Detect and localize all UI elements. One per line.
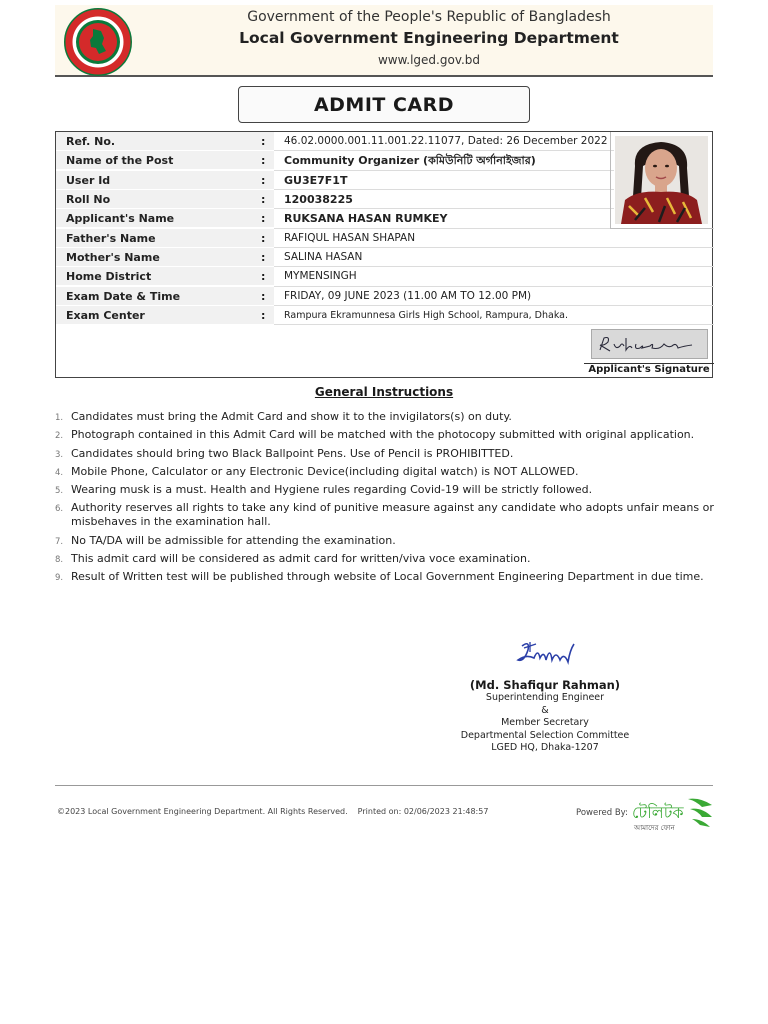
row-divider bbox=[274, 305, 714, 306]
instruction-text: Candidates must bring the Admit Card and show it to the invigilators(s) on duty. bbox=[71, 410, 512, 423]
field-applicant-name bbox=[56, 209, 610, 228]
website-link[interactable]: www.lged.gov.bd bbox=[377, 53, 481, 67]
row-divider bbox=[274, 150, 614, 151]
applicant-photo bbox=[615, 136, 708, 224]
field-colon: : bbox=[261, 270, 266, 283]
government-name: Government of the People's Republic of Bangladesh bbox=[247, 9, 611, 25]
field-label: Applicant's Name bbox=[56, 209, 274, 227]
field-exam-center bbox=[56, 306, 610, 325]
field-mother-name bbox=[56, 248, 610, 267]
instruction-item bbox=[55, 483, 715, 497]
field-value: GU3E7F1T bbox=[284, 174, 348, 187]
field-value: 120038225 bbox=[284, 193, 353, 206]
field-colon: : bbox=[261, 212, 266, 225]
signatory-address: LGED HQ, Dhaka-1207 bbox=[491, 742, 599, 754]
instruction-number: 2. bbox=[55, 431, 64, 442]
field-colon: : bbox=[261, 290, 266, 303]
field-home-district bbox=[56, 267, 610, 286]
instruction-text: Authority reserves all rights to take any kind of punitive measure against any candidate who adopts unfair means or misbehaves in the examination hall. bbox=[71, 501, 714, 529]
instruction-item bbox=[55, 465, 715, 479]
field-value: FRIDAY, 09 JUNE 2023 (11.00 AM TO 12.00 PM) bbox=[284, 290, 532, 302]
field-label: Roll No bbox=[56, 190, 274, 208]
instruction-text: Result of Written test will be published through website of Local Government Engineering Department in due time. bbox=[71, 570, 704, 584]
instruction-text: Candidates should bring two Black Ballpoint Pens. Use of Pencil is PROHIBITTED. bbox=[71, 446, 514, 460]
field-exam-datetime bbox=[56, 287, 610, 306]
row-divider bbox=[274, 286, 714, 287]
field-roll-no bbox=[56, 190, 610, 209]
authorized-signatory bbox=[450, 636, 640, 755]
field-user-id bbox=[56, 171, 610, 190]
row-divider bbox=[274, 266, 714, 267]
field-label: Exam Center bbox=[56, 306, 274, 324]
instruction-item bbox=[55, 447, 715, 461]
field-post-name bbox=[56, 151, 610, 170]
instruction-number: 6. bbox=[55, 504, 64, 515]
instruction-number: 7. bbox=[55, 536, 64, 547]
row-divider bbox=[274, 247, 714, 248]
instruction-item bbox=[55, 570, 715, 584]
field-father-name bbox=[56, 229, 610, 248]
instruction-item bbox=[55, 410, 715, 424]
field-colon: : bbox=[261, 135, 266, 148]
field-label: Home District bbox=[56, 267, 274, 285]
instruction-item bbox=[55, 552, 715, 566]
department-name: Local Government Engineering Department bbox=[239, 29, 619, 47]
field-label: Exam Date & Time bbox=[56, 287, 274, 305]
applicant-info-table bbox=[55, 131, 713, 378]
instruction-item bbox=[55, 428, 715, 442]
row-divider bbox=[274, 170, 614, 171]
field-colon: : bbox=[261, 174, 266, 187]
applicant-signature-image bbox=[591, 329, 708, 359]
signatory-designation: Superintending Engineer bbox=[485, 692, 605, 703]
field-colon: : bbox=[261, 309, 266, 322]
instruction-number: 5. bbox=[55, 486, 64, 497]
powered-by-label: Powered By: bbox=[576, 808, 628, 818]
instructions-heading: General Instructions bbox=[314, 385, 454, 399]
printed-timestamp: Printed on: 02/06/2023 21:48:57 bbox=[357, 807, 489, 816]
field-colon: : bbox=[261, 232, 266, 245]
footer-divider bbox=[55, 785, 713, 786]
field-label: Name of the Post bbox=[56, 151, 274, 169]
teletalk-logo-text: টেলিটক bbox=[632, 803, 684, 822]
instruction-text: Mobile Phone, Calculator or any Electronic Device(including digital watch) is NOT ALLOWED. bbox=[71, 464, 579, 478]
instructions-list bbox=[55, 410, 715, 589]
field-ref-no bbox=[56, 132, 610, 151]
field-value: SALINA HASAN bbox=[284, 251, 363, 263]
field-label: Mother's Name bbox=[56, 248, 274, 266]
signatory-role: Member Secretary bbox=[501, 717, 589, 729]
copyright-text: ©2023 Local Government Engineering Department. All Rights Reserved. bbox=[57, 807, 348, 816]
teletalk-tagline: আমাদের ফোন bbox=[634, 824, 675, 832]
signatory-committee: Departmental Selection Committee bbox=[460, 729, 630, 741]
instruction-item bbox=[55, 501, 715, 529]
signatory-ampersand: & bbox=[541, 704, 549, 716]
instruction-text: No TA/DA will be admissible for attending the examination. bbox=[71, 533, 396, 547]
instruction-text: Wearing musk is a must. Health and Hygiene rules regarding Covid-19 will be strictly followed. bbox=[71, 483, 593, 497]
field-label: Ref. No. bbox=[56, 132, 274, 150]
field-value: MYMENSINGH bbox=[284, 270, 357, 282]
header-banner bbox=[55, 5, 713, 77]
row-divider bbox=[274, 324, 714, 325]
footer-copyright bbox=[57, 807, 488, 816]
instruction-number: 1. bbox=[55, 413, 64, 423]
instruction-number: 8. bbox=[55, 555, 64, 566]
field-value: Community Organizer (কমিউনিটি অর্গানাইজার) bbox=[284, 154, 536, 167]
field-colon: : bbox=[261, 193, 266, 206]
field-value: RUKSANA HASAN RUMKEY bbox=[284, 212, 448, 225]
field-value: 46.02.0000.001.11.001.22.11077, Dated: 26 December 2022 bbox=[284, 135, 608, 147]
applicant-signature-label: Applicant's Signature bbox=[588, 364, 710, 375]
authority-signature-image bbox=[510, 636, 580, 672]
field-colon: : bbox=[261, 154, 266, 167]
row-divider bbox=[274, 189, 614, 190]
field-colon: : bbox=[261, 251, 266, 264]
teletalk-logo bbox=[630, 793, 714, 833]
field-label: Father's Name bbox=[56, 229, 274, 247]
instruction-number: 9. bbox=[55, 573, 64, 584]
row-divider bbox=[274, 208, 614, 209]
field-value: Rampura Ekramunnesa Girls High School, Rampura, Dhaka. bbox=[284, 310, 569, 321]
admit-card-title: ADMIT CARD bbox=[238, 86, 530, 123]
instruction-number: 3. bbox=[55, 449, 64, 460]
instruction-number: 4. bbox=[55, 467, 64, 478]
instruction-item bbox=[55, 534, 715, 548]
applicant-photo-frame bbox=[610, 132, 713, 229]
field-label: User Id bbox=[56, 171, 274, 189]
instruction-text: This admit card will be considered as admit card for written/viva voce examination. bbox=[71, 552, 531, 566]
instruction-text: Photograph contained in this Admit Card will be matched with the photocopy submitted with original application. bbox=[71, 428, 695, 442]
signatory-name: (Md. Shafiqur Rahman) bbox=[469, 678, 621, 692]
field-value: RAFIQUL HASAN SHAPAN bbox=[284, 232, 416, 244]
